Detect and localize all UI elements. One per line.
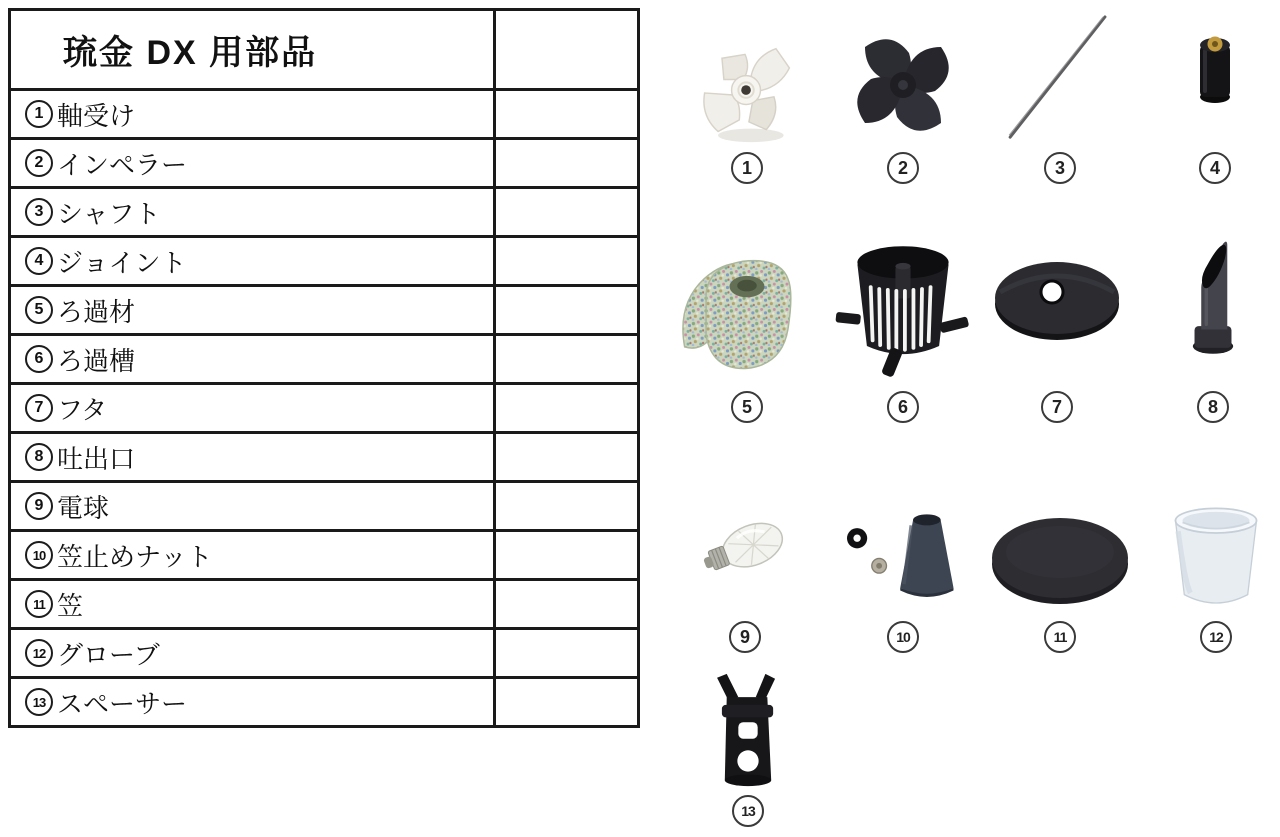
shaft-photo-icon: [992, 12, 1128, 145]
part-name-label: ジョイント: [57, 247, 187, 278]
part-name-label: フタ: [57, 394, 108, 425]
part-number-badge: 6: [887, 391, 919, 423]
part-row: [11, 88, 493, 137]
part-row: [11, 186, 493, 235]
part-number-circle: 10: [25, 541, 53, 569]
table-title-text: 琉金 DX 用部品: [63, 34, 318, 72]
part-number-badge: 4: [1199, 152, 1231, 184]
parts-table: [8, 8, 640, 728]
part-number-badge: 7: [1041, 391, 1073, 423]
gallery-item-4: [1135, 12, 1280, 184]
part-number-badge: 13: [732, 795, 764, 827]
joint-photo-icon: [1191, 33, 1239, 107]
part-number-badge: 9: [729, 621, 761, 653]
part-number-circle: 6: [25, 345, 53, 373]
part-row: [11, 431, 493, 480]
part-number-circle: 3: [25, 198, 53, 226]
price-cell: [493, 676, 637, 725]
part-row: [11, 333, 493, 382]
bearing-photo-icon: [693, 39, 801, 145]
part-name-label: 笠止めナット: [57, 541, 213, 572]
gallery-item-5: [667, 232, 827, 423]
gallery-item-8: [1133, 232, 1280, 423]
filter-media-photo-icon: [677, 232, 817, 384]
shade-photo-icon: [978, 506, 1143, 610]
part-number-badge: 3: [1044, 152, 1076, 184]
gallery-item-10: [823, 496, 983, 653]
part-row: [11, 627, 493, 676]
gallery-item-2: [823, 12, 983, 184]
gallery-item-9: [665, 496, 825, 653]
part-name-label: シャフト: [57, 198, 161, 229]
parts-gallery: [640, 0, 1280, 837]
spacer-photo-icon: [694, 672, 802, 788]
price-cell: [493, 235, 637, 284]
price-header-cell: [493, 11, 637, 88]
part-number-badge: 2: [887, 152, 919, 184]
part-row: [11, 676, 493, 725]
part-number-badge: 8: [1197, 391, 1229, 423]
part-number-circle: 9: [25, 492, 53, 520]
price-cell: [493, 480, 637, 529]
part-name-label: 電球: [57, 492, 110, 523]
lid-photo-icon: [982, 248, 1132, 350]
price-cell: [493, 186, 637, 235]
part-number-badge: 12: [1200, 621, 1232, 653]
part-row: [11, 382, 493, 431]
table-title: [11, 11, 493, 88]
gallery-item-1: [667, 12, 827, 184]
part-number-circle: 11: [25, 590, 53, 618]
gallery-item-7: [977, 232, 1137, 423]
part-number-badge: 10: [887, 621, 919, 653]
price-cell: [493, 529, 637, 578]
part-name-label: グローブ: [57, 639, 160, 670]
price-cell: [493, 333, 637, 382]
part-name-label: 軸受け: [57, 100, 136, 131]
part-number-circle: 1: [25, 100, 53, 128]
price-cell: [493, 284, 637, 333]
price-cell: [493, 382, 637, 431]
part-name-label: スペーサー: [57, 688, 188, 719]
gallery-item-13: [668, 672, 828, 827]
part-number-circle: 4: [25, 247, 53, 275]
part-row: [11, 529, 493, 578]
part-number-circle: 13: [25, 688, 53, 716]
impeller-photo-icon: [841, 27, 965, 145]
part-name-label: ろ過槽: [57, 345, 136, 376]
gallery-item-3: [980, 12, 1140, 184]
part-row: [11, 137, 493, 186]
part-name-label: インペラー: [57, 149, 188, 180]
part-row: [11, 235, 493, 284]
part-number-circle: 2: [25, 149, 53, 177]
part-row: [11, 578, 493, 627]
price-cell: [493, 137, 637, 186]
part-number-circle: 8: [25, 443, 53, 471]
part-row: [11, 480, 493, 529]
part-number-circle: 5: [25, 296, 53, 324]
part-number-badge: 5: [731, 391, 763, 423]
price-cell: [493, 431, 637, 480]
part-name-label: 吐出口: [57, 443, 136, 474]
part-number-badge: 11: [1044, 621, 1076, 653]
part-name-label: ろ過材: [57, 296, 136, 327]
part-number-circle: 7: [25, 394, 53, 422]
price-cell: [493, 578, 637, 627]
gallery-item-12: [1136, 496, 1280, 653]
part-number-badge: 1: [731, 152, 763, 184]
shade-nut-photo-icon: [828, 496, 978, 608]
globe-photo-icon: [1153, 496, 1279, 614]
part-row: [11, 284, 493, 333]
bulb-photo-icon: [689, 502, 801, 594]
filter-basket-photo-icon: [827, 232, 979, 384]
gallery-item-11: [980, 496, 1140, 653]
gallery-item-6: [823, 232, 983, 423]
outlet-photo-icon: [1177, 232, 1249, 358]
part-name-label: 笠: [57, 590, 84, 621]
price-cell: [493, 88, 637, 137]
price-cell: [493, 627, 637, 676]
part-number-circle: 12: [25, 639, 53, 667]
